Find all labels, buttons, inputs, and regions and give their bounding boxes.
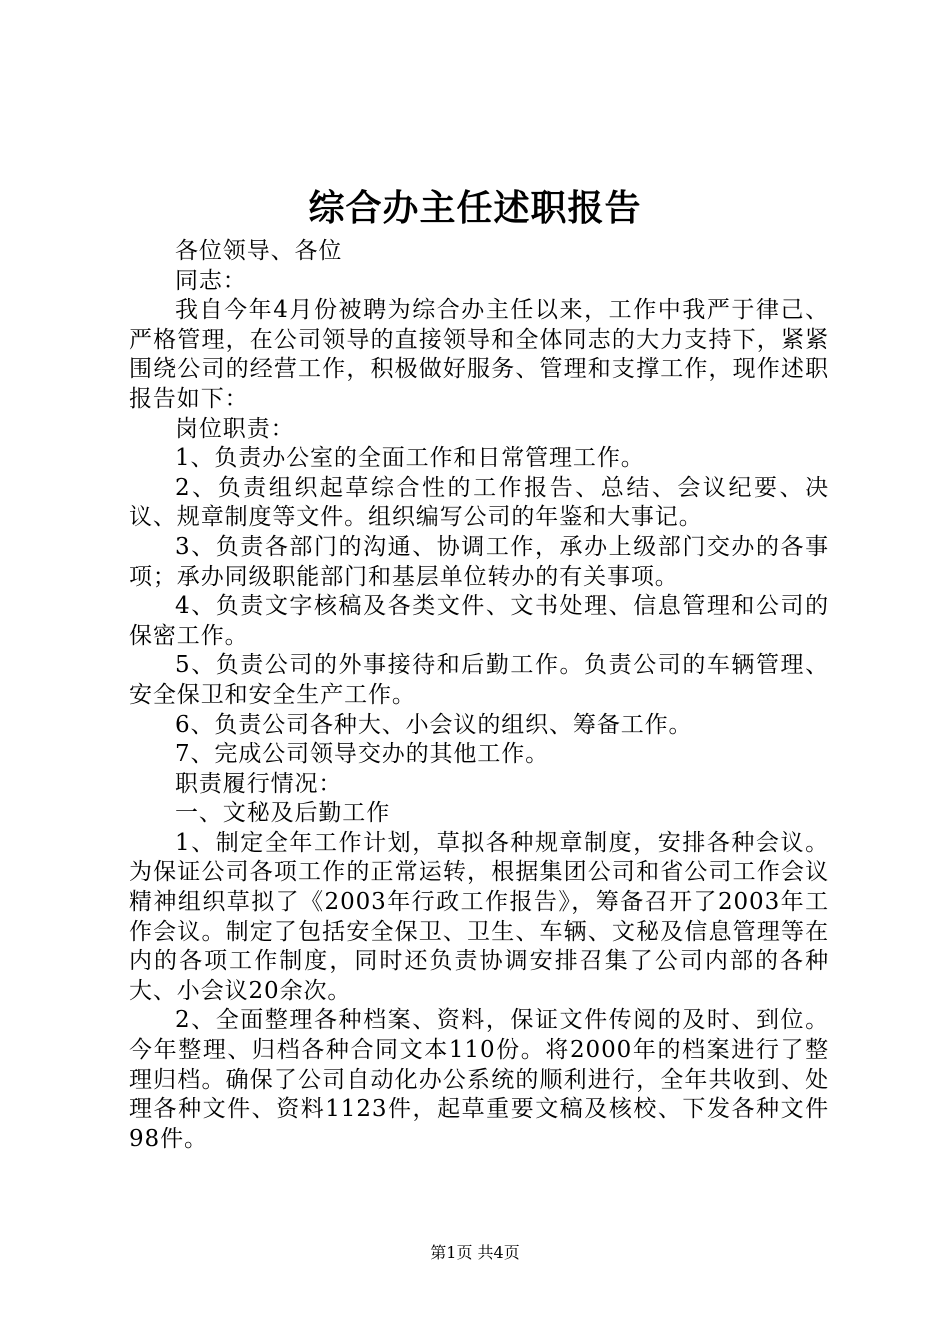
- paragraph: 4、负责文字核稿及各类文件、文书处理、信息管理和公司的保密工作。: [129, 593, 829, 649]
- paragraph: 7、完成公司领导交办的其他工作。: [175, 741, 550, 768]
- paragraph: 同志：: [175, 267, 247, 294]
- page-number-footer: 第1页 共4页: [430, 1243, 520, 1262]
- paragraph: 我自今年4月份被聘为综合办主任以来，工作中我严于律己、严格管理，在公司领导的直接领导和全体同志的大力支持下，紧紧围绕公司的经营工作，积极做好服务、管理和支撑工作，现作述职报告如下：: [129, 297, 829, 412]
- paragraph: 各位领导、各位: [175, 238, 343, 264]
- document-body: [129, 237, 829, 1154]
- paragraph: 一、文秘及后勤工作: [175, 800, 391, 827]
- paragraph: 1、制定全年工作计划，草拟各种规章制度，安排各种会议。为保证公司各项工作的正常运转，根据集团公司和省公司工作会议精神组织草拟了《2003年行政工作报告》，筹备召开了2003年工作会议。制定了包括安全保卫、卫生、车辆、文秘及信息管理等在内的各项工作制度，同时还负责协调安排召集了公司内部的各种大、小会议20余次。: [129, 829, 829, 1004]
- paragraph: 2、负责组织起草综合性的工作报告、总结、会议纪要、决议、规章制度等文件。组织编写公司的年鉴和大事记。: [129, 474, 829, 531]
- paragraph: 1、负责办公室的全面工作和日常管理工作。: [175, 445, 645, 472]
- paragraph: 5、负责公司的外事接待和后勤工作。负责公司的车辆管理、安全保卫和安全生产工作。: [129, 652, 829, 708]
- paragraph: 3、负责各部门的沟通、协调工作，承办上级部门交办的各事项；承办同级职能部门和基层单位转办的有关事项。: [129, 533, 829, 590]
- paragraph: 6、负责公司各种大、小会议的组织、筹备工作。: [175, 711, 693, 738]
- document-title: 综合办主任述职报告: [308, 187, 642, 229]
- paragraph: 2、全面整理各种档案、资料，保证文件传阅的及时、到位。今年整理、归档各种合同文本110份。将2000年的档案进行了整理归档。确保了公司自动化办公系统的顺利进行，全年共收到、处理各种文件、资料1123件，起草重要文稿及核校、下发各种文件98件。: [129, 1007, 829, 1152]
- paragraph: 职责履行情况：: [175, 770, 343, 797]
- paragraph: 岗位职责：: [175, 415, 295, 442]
